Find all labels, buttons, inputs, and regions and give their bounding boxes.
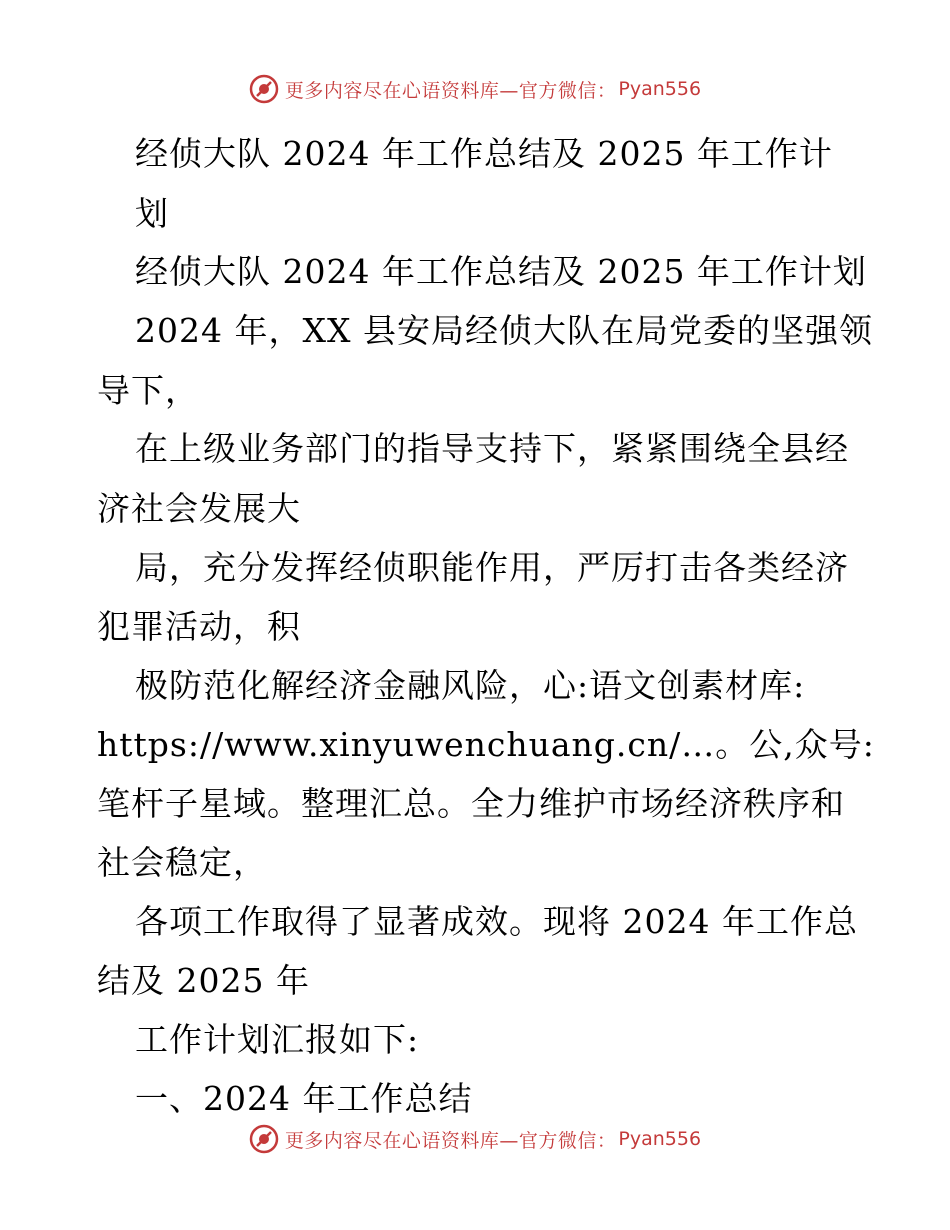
paragraph-line: 结及 2025 年	[97, 961, 310, 1000]
paragraph-line-url: https://www.xinyuwenchuang.cn/…。公,众号:	[97, 725, 875, 764]
doc-title-line-2: 划	[135, 194, 169, 233]
paragraph-line: 社会稳定，	[97, 843, 267, 882]
banner-wechat-id: Pyan556	[618, 1128, 702, 1150]
paragraph-line: 犯罪活动，积	[97, 607, 301, 646]
banner-text: 更多内容尽在心语资料库—官方微信：	[284, 1129, 617, 1152]
brand-logo-icon	[249, 74, 279, 104]
paragraph-line: 导下，	[97, 371, 199, 410]
banner-text: 更多内容尽在心语资料库—官方微信：	[284, 79, 617, 102]
footer-banner	[0, 1124, 950, 1154]
paragraph-line: 在上级业务部门的指导支持下，紧紧围绕全县经	[135, 429, 849, 468]
paragraph-line: 工作计划汇报如下:	[135, 1020, 420, 1059]
banner-wechat-id: Pyan556	[618, 78, 702, 100]
paragraph-line: 济社会发展大	[97, 489, 301, 528]
paragraph-line: 极防范化解经济金融风险，心:语文创素材库:	[135, 666, 806, 705]
doc-title-line-1: 经侦大队 2024 年工作总结及 2025 年工作计	[135, 134, 833, 173]
paragraph-line: 2024 年，XX 县安局经侦大队在局党委的坚强领	[135, 311, 873, 350]
header-banner	[0, 74, 950, 104]
paragraph-line: 各项工作取得了显著成效。现将 2024 年工作总	[135, 902, 858, 941]
paragraph-line: 局，充分发挥经侦职能作用，严厉打击各类经济	[135, 548, 849, 587]
doc-heading: 经侦大队 2024 年工作总结及 2025 年工作计划	[135, 252, 867, 291]
paragraph-line: 笔杆子星域。整理汇总。全力维护市场经济秩序和	[97, 784, 845, 823]
brand-logo-icon	[249, 1124, 279, 1154]
section-heading: 一、2024 年工作总结	[135, 1079, 473, 1118]
